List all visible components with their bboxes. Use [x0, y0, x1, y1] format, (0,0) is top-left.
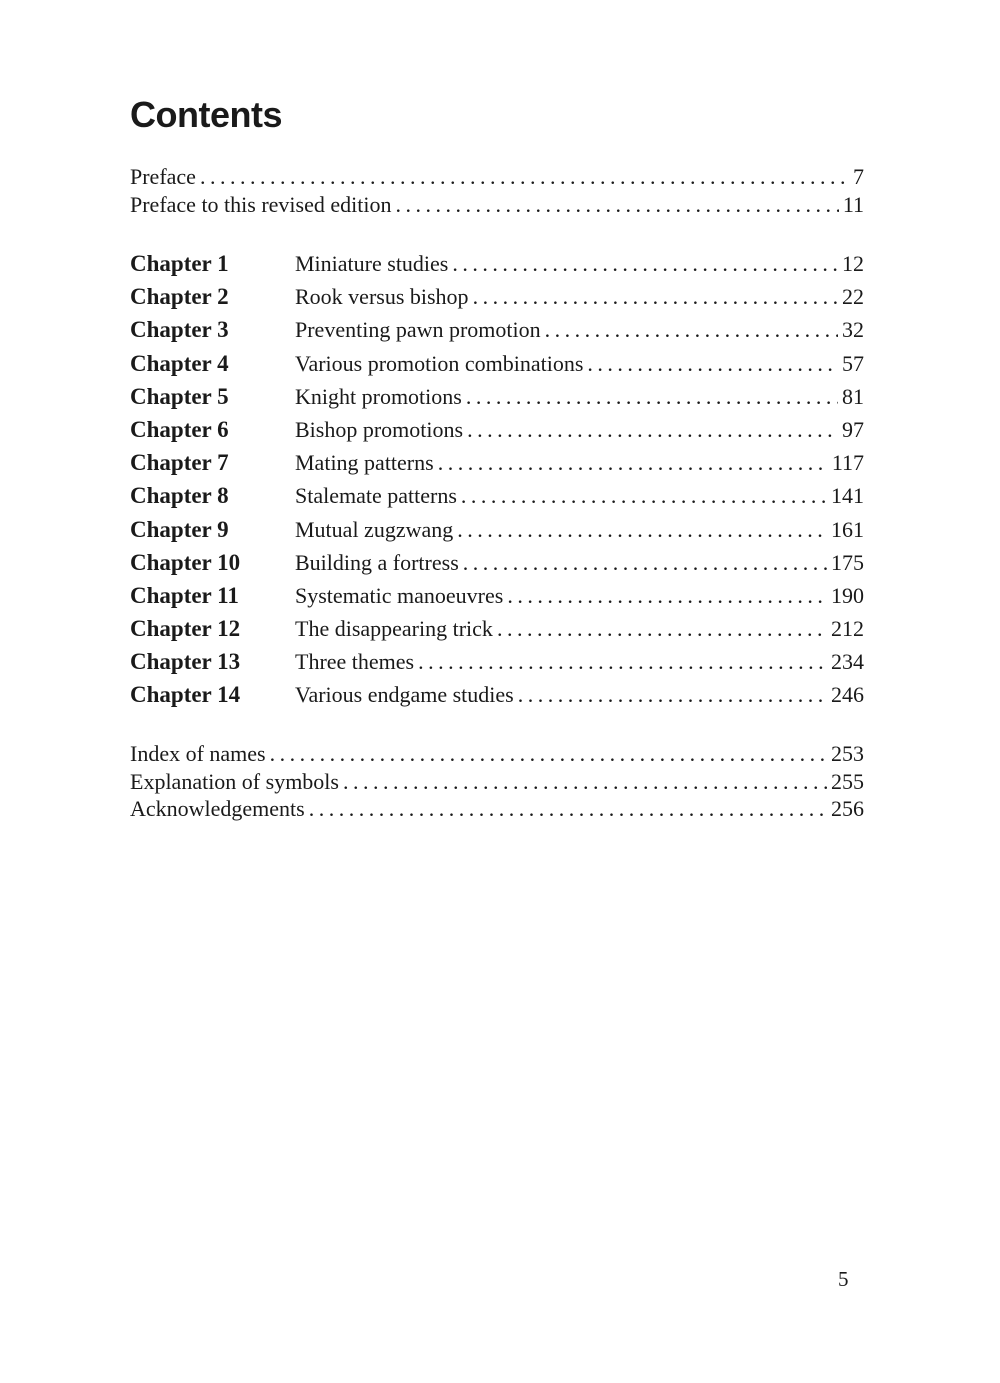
chapter-page-number: 246	[831, 682, 864, 708]
chapter-entry[interactable]	[130, 550, 864, 583]
chapter-title: Mutual zugzwang	[295, 516, 454, 542]
page-number: 5	[838, 1267, 849, 1291]
entry-page-number: 256	[831, 796, 864, 821]
dot-leader	[545, 317, 838, 343]
chapter-label: Chapter 6	[130, 416, 229, 442]
dot-leader	[463, 550, 827, 576]
chapter-entry[interactable]	[130, 616, 864, 649]
dot-leader	[461, 483, 827, 509]
chapter-title: Knight promotions	[295, 383, 462, 409]
dot-leader	[395, 192, 838, 218]
front-matter-list	[130, 164, 864, 219]
dot-leader	[270, 741, 827, 767]
chapter-label: Chapter 9	[130, 516, 229, 542]
chapter-entry[interactable]	[130, 450, 864, 483]
chapter-entry[interactable]	[130, 682, 864, 715]
toc-entry[interactable]	[130, 741, 864, 769]
chapter-page-number: 32	[842, 317, 864, 343]
chapter-label: Chapter 13	[130, 649, 241, 675]
chapter-title: Stalemate patterns	[295, 483, 457, 509]
chapter-label: Chapter 8	[130, 483, 229, 509]
toc-entry[interactable]	[130, 796, 864, 824]
dot-leader	[467, 417, 838, 443]
chapter-page-number: 57	[842, 350, 864, 376]
chapter-label: Chapter 11	[130, 582, 239, 608]
chapter-title: Bishop promotions	[295, 416, 464, 442]
chapter-label: Chapter 14	[130, 682, 241, 708]
back-matter-list	[130, 741, 864, 824]
chapter-title: The disappearing trick	[295, 616, 493, 642]
chapter-page-number: 190	[831, 582, 864, 608]
entry-page-number: 7	[853, 164, 864, 189]
chapter-label: Chapter 12	[130, 616, 241, 642]
dot-leader	[497, 616, 827, 642]
chapter-page-number: 212	[831, 616, 864, 642]
chapter-label: Chapter 2	[130, 284, 229, 310]
chapter-entry[interactable]	[130, 351, 864, 384]
chapter-list	[130, 251, 864, 716]
chapter-page-number: 117	[831, 450, 864, 476]
chapter-title: Systematic manoeuvres	[295, 582, 504, 608]
dot-leader	[507, 583, 827, 609]
entry-title: Index of names	[130, 741, 266, 766]
chapter-page-number: 141	[831, 483, 864, 509]
chapter-page-number: 22	[842, 284, 864, 310]
dot-leader	[200, 164, 849, 190]
chapter-page-number: 97	[842, 416, 864, 442]
chapter-title: Building a fortress	[295, 549, 459, 575]
chapter-entry[interactable]	[130, 483, 864, 516]
dot-leader	[309, 796, 827, 822]
chapter-page-number: 161	[831, 516, 864, 542]
dot-leader	[418, 649, 827, 675]
chapter-entry[interactable]	[130, 517, 864, 550]
toc-entry[interactable]	[130, 192, 864, 220]
chapter-entry[interactable]	[130, 317, 864, 350]
chapter-title: Rook versus bishop	[295, 284, 469, 310]
chapter-entry[interactable]	[130, 384, 864, 417]
chapter-title: Three themes	[295, 649, 415, 675]
entry-page-number: 253	[831, 741, 864, 766]
chapter-label: Chapter 5	[130, 383, 229, 409]
chapter-label: Chapter 7	[130, 450, 229, 476]
entry-page-number: 11	[842, 191, 864, 217]
chapter-title: Various endgame studies	[295, 682, 514, 708]
chapter-entry[interactable]	[130, 417, 864, 450]
dot-leader	[457, 517, 827, 543]
dot-leader	[587, 351, 838, 377]
chapter-title: Preventing pawn promotion	[295, 317, 541, 343]
dot-leader	[438, 450, 828, 476]
chapter-page-number: 12	[842, 251, 864, 276]
dot-leader	[466, 384, 838, 410]
chapter-label: Chapter 3	[130, 317, 229, 343]
page-title: Contents	[130, 94, 282, 135]
dot-leader	[452, 251, 838, 277]
chapter-entry[interactable]	[130, 583, 864, 616]
chapter-page-number: 175	[831, 549, 864, 575]
chapter-title: Various promotion combinations	[295, 350, 584, 376]
dot-leader	[343, 769, 827, 795]
entry-title: Acknowledgements	[130, 796, 305, 821]
toc-entry[interactable]	[130, 164, 864, 192]
toc-entry[interactable]	[130, 769, 864, 797]
chapter-page-number: 234	[831, 649, 864, 675]
entry-title: Preface to this revised edition	[130, 191, 392, 217]
chapter-entry[interactable]	[130, 284, 864, 317]
chapter-entry[interactable]	[130, 251, 864, 284]
entry-title: Explanation of symbols	[130, 768, 339, 794]
dot-leader	[473, 284, 838, 310]
chapter-label: Chapter 4	[130, 350, 229, 376]
chapter-entry[interactable]	[130, 649, 864, 682]
chapter-page-number: 81	[842, 383, 864, 409]
chapter-title: Mating patterns	[295, 450, 434, 476]
chapter-label: Chapter 10	[130, 549, 241, 575]
entry-title: Preface	[130, 164, 196, 189]
entry-page-number: 255	[831, 768, 864, 794]
chapter-title: Miniature studies	[295, 251, 449, 276]
chapter-label: Chapter 1	[130, 251, 229, 276]
dot-leader	[518, 682, 827, 708]
